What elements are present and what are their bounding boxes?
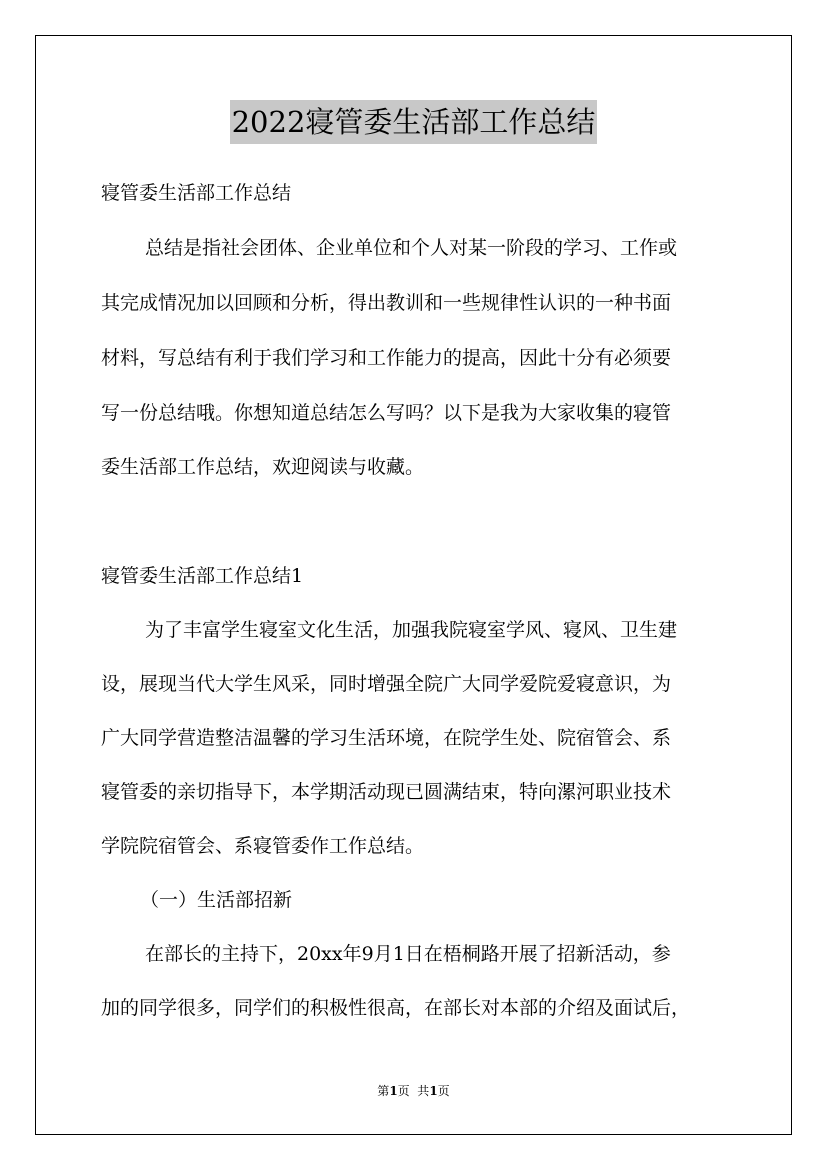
- paragraph-line: 为了丰富学生寝室文化生活，加强我院寝室学风、寝风、卫生建: [145, 619, 678, 641]
- footer-mid: 页 共: [397, 1084, 430, 1098]
- footer-prefix: 第: [377, 1084, 390, 1098]
- section-heading: 寝管委生活部工作总结1: [101, 565, 304, 587]
- paragraph-line: 材料，写总结有利于我们学习和工作能力的提高，因此十分有必须要: [101, 347, 672, 369]
- paragraph-line: 其完成情况加以回顾和分析，得出教训和一些规律性认识的一种书面: [101, 292, 672, 314]
- footer-suffix: 页: [437, 1084, 450, 1098]
- paragraph-line: 寝管委的亲切指导下，本学期活动现已圆满结束，特向漯河职业技术: [101, 781, 672, 803]
- footer-page-number: 1: [389, 1084, 398, 1098]
- document-title: 2022寝管委生活部工作总结: [230, 100, 598, 144]
- paragraph-line: 总结是指社会团体、企业单位和个人对某一阶段的学习、工作或: [145, 237, 678, 259]
- section-title: 寝管委生活部工作总结: [101, 182, 292, 204]
- paragraph-line: 在部长的主持下，20xx年9月1日在梧桐路开展了招新活动，参: [145, 943, 671, 965]
- paragraph-line: 学院院宿管会、系寝管委作工作总结。: [101, 835, 425, 857]
- paragraph-line: 设，展现当代大学生风采，同时增强全院广大同学爱院爱寝意识，为: [101, 673, 672, 695]
- paragraph-line: 加的同学很多，同学们的积极性很高，在部长对本部的介绍及面试后，: [101, 997, 691, 1019]
- paragraph-line: 写一份总结哦。你想知道总结怎么写吗？以下是我为大家收集的寝管: [101, 402, 672, 424]
- footer-page-total: 1: [429, 1084, 438, 1098]
- sub-heading: （一）生活部招新: [140, 889, 293, 911]
- title-wrap: [0, 100, 827, 144]
- paragraph-line: 委生活部工作总结，欢迎阅读与收藏。: [101, 456, 425, 478]
- paragraph-line: 广大同学营造整洁温馨的学习生活环境，在院学生处、院宿管会、系: [101, 727, 672, 749]
- page-footer: [0, 1082, 827, 1099]
